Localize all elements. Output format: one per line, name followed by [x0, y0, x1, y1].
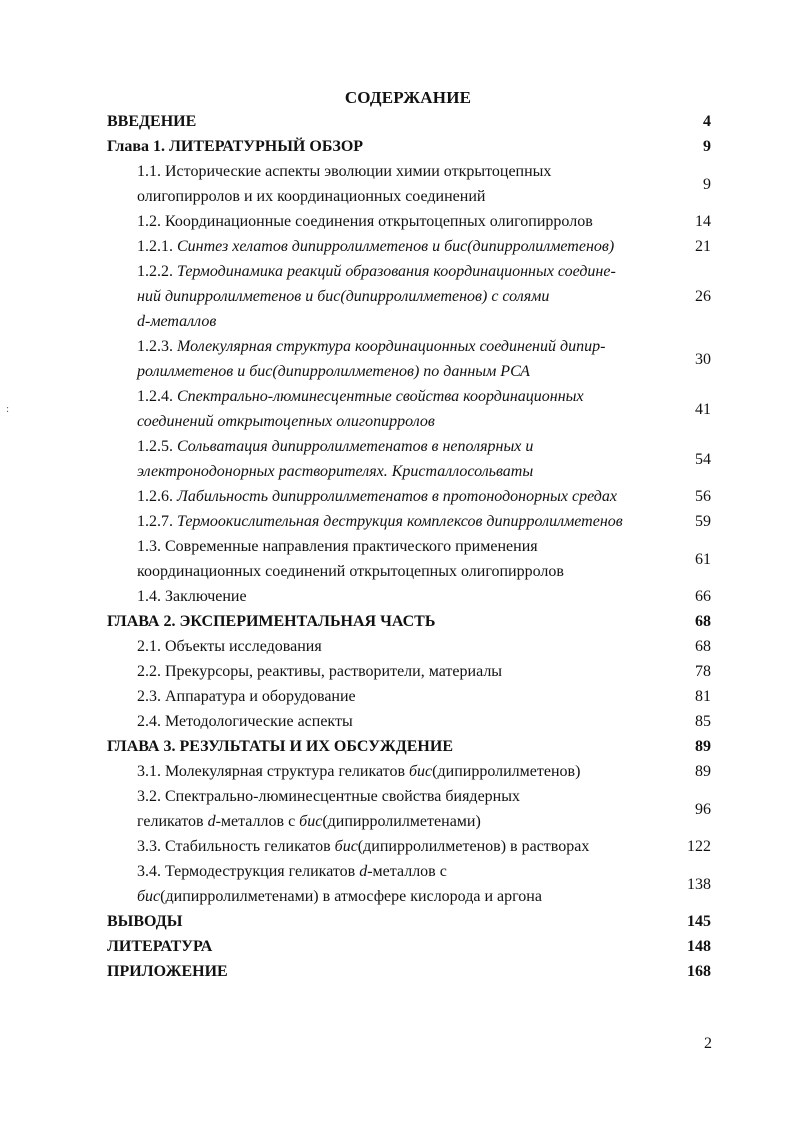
toc-entry-line: Современные направления практического применения [165, 538, 538, 555]
toc-entry-line: координационных соединений открытоцепных олигопирролов [137, 563, 564, 580]
toc-entry-text: Аппаратура и оборудование [165, 688, 356, 705]
toc-entry-page: 89 [695, 763, 711, 780]
table-of-contents [107, 109, 711, 984]
toc-entry-page: 59 [695, 513, 711, 530]
toc-entry-line: Молекулярная структура координационных соединений дипир- [177, 338, 606, 355]
toc-entry-1-2[interactable] [107, 209, 711, 234]
toc-entry-references[interactable] [107, 934, 711, 959]
toc-entry-line: Исторические аспекты эволюции химии открытоцепных [165, 163, 552, 180]
toc-entry-1-2-3[interactable] [107, 334, 711, 384]
toc-entry-number: 1.3. [137, 538, 161, 555]
toc-entry-line: Термодинамика реакций образования координационных соедине- [177, 263, 616, 280]
toc-entry-text: Заключение [165, 588, 247, 605]
toc-entry-text: Лабильность дипирролилметенатов в протонодонорных средах [177, 488, 617, 505]
toc-entry-appendix[interactable] [107, 959, 711, 984]
toc-entry-number: 2.4. [137, 713, 161, 730]
toc-entry-line: Сольватация дипирролилметенатов в неполярных и [177, 438, 534, 455]
toc-entry-1-2-6[interactable] [107, 484, 711, 509]
toc-entry-page: 78 [695, 663, 711, 680]
toc-title: СОДЕРЖАНИЕ [344, 88, 472, 107]
toc-entry-chapter-2[interactable] [107, 609, 711, 634]
toc-entry-1-2-1[interactable] [107, 234, 711, 259]
toc-entry-text: Термоокислительная деструкция комплексов дипирролилметенов [177, 513, 623, 530]
toc-entry-page: 148 [687, 938, 711, 955]
toc-entry-1-1[interactable] [107, 159, 711, 209]
toc-entry-line: d-металлов [137, 313, 217, 330]
toc-entry-introduction[interactable] [107, 109, 711, 134]
toc-entry-page: 61 [695, 550, 711, 568]
page-number: 2 [704, 1035, 712, 1052]
toc-entry-1-3[interactable] [107, 534, 711, 584]
toc-entry-3-2[interactable]: 3.2. Спектрально-люминесцентные свойства биядерных геликатов d-металлов с бис(дипирролилметенами) 96 [137, 788, 711, 830]
toc-entry-page: 81 [695, 688, 711, 705]
toc-entry-number: 2.2. [137, 663, 161, 680]
toc-entry-number: 3.1. [137, 763, 161, 780]
toc-entry-number: 1.2.1. [137, 238, 173, 255]
toc-entry-number: 1.2.3. [137, 338, 173, 355]
toc-entry-number: 1.4. [137, 588, 161, 605]
toc-entry-text: ГЛАВА 2. ЭКСПЕРИМЕНТАЛЬНАЯ ЧАСТЬ [107, 613, 436, 630]
toc-entry-number: 1.2.7. [137, 513, 173, 530]
toc-entry-page: 9 [703, 138, 711, 155]
toc-entry-1-2-7[interactable] [107, 509, 711, 534]
toc-entry-page: 26 [695, 288, 711, 305]
toc-entry-number: 1.1. [137, 163, 161, 180]
toc-entry-page: 9 [703, 175, 711, 193]
toc-entry-page: 54 [695, 450, 711, 468]
toc-entry-number: 1.2.2. [137, 263, 173, 280]
toc-entry-1-4[interactable] [107, 584, 711, 609]
toc-entry-text: Объекты исследования [165, 638, 322, 655]
toc-entry-number: 2.3. [137, 688, 161, 705]
toc-entry-number: 1.2.4. [137, 388, 173, 405]
toc-entry-line: электронодонорных растворителях. Кристаллосольваты [137, 463, 534, 480]
toc-entry-page: 66 [695, 588, 711, 605]
toc-entry-text: ВЫВОДЫ [107, 913, 183, 930]
toc-entry-page: 14 [695, 213, 711, 230]
toc-entry-number: 2.1. [137, 638, 161, 655]
toc-entry-page: 145 [687, 913, 711, 930]
toc-entry-number: 1.2.5. [137, 438, 173, 455]
toc-entry-line: ний дипирролилметенов и бис(дипирролилметенов) с солями [137, 288, 550, 305]
toc-entry-page: 56 [695, 488, 711, 505]
toc-entry-text: Прекурсоры, реактивы, растворители, материалы [165, 663, 503, 680]
toc-entry-number: 3.2. [137, 788, 161, 805]
toc-entry-text: ЛИТЕРАТУРА [107, 938, 213, 955]
toc-entry-3-1[interactable]: 3.1. Молекулярная структура геликатов бис(дипирролилметенов) 89 [107, 759, 711, 784]
toc-entry-2-1[interactable] [107, 634, 711, 659]
toc-entry-number: 1.2. [137, 213, 161, 230]
toc-entry-3-4[interactable]: 3.4. Термодеструкция геликатов d-металлов с бис(дипирролилметенами) в атмосфере кислорода и аргона 138 [137, 863, 711, 905]
toc-entry-page: 138 [687, 875, 711, 893]
toc-entry-page: 30 [695, 350, 711, 368]
toc-entry-page: 21 [695, 238, 711, 255]
toc-entry-page: 122 [687, 838, 711, 855]
toc-entry-3-3[interactable]: 3.3. Стабильность геликатов бис(дипирролилметенов) в растворах 122 [107, 834, 711, 859]
toc-entry-1-2-5[interactable] [107, 434, 711, 484]
toc-entry-2-3[interactable] [107, 684, 711, 709]
toc-entry-2-2[interactable] [107, 659, 711, 684]
toc-entry-page: 96 [695, 800, 711, 818]
toc-entry-text: Синтез хелатов дипирролилметенов и бис(дипирролилметенов) [177, 238, 615, 255]
toc-entry-line: Спектрально-люминесцентные свойства координационных [177, 388, 584, 405]
toc-entry-page: 68 [695, 638, 711, 655]
toc-entry-1-2-2[interactable] [107, 259, 711, 334]
toc-entry-page: 4 [703, 113, 711, 130]
margin-mark: : [6, 403, 10, 415]
toc-entry-2-4[interactable] [107, 709, 711, 734]
toc-entry-page: 168 [687, 963, 711, 980]
toc-entry-text: ПРИЛОЖЕНИЕ [107, 963, 228, 980]
toc-entry-chapter-3[interactable] [107, 734, 711, 759]
toc-entry-page: 89 [695, 738, 711, 755]
toc-entry-text: Методологические аспекты [165, 713, 353, 730]
toc-entry-page: 68 [695, 613, 711, 630]
toc-entry-page: 41 [695, 400, 711, 418]
toc-entry-1-2-4[interactable] [107, 384, 711, 434]
toc-entry-page: 85 [695, 713, 711, 730]
toc-entry-conclusions[interactable] [107, 909, 711, 934]
toc-entry-number: 1.2.6. [137, 488, 173, 505]
toc-entry-text: Координационные соединения открытоцепных олигопирролов [165, 213, 593, 230]
toc-entry-line: олигопирролов и их координационных соединений [137, 188, 486, 205]
toc-entry-text: Глава 1. ЛИТЕРАТУРНЫЙ ОБЗОР [107, 138, 364, 155]
toc-entry-text: ВВЕДЕНИЕ [107, 113, 197, 130]
toc-entry-number: 3.4. [137, 863, 161, 880]
toc-entry-line: ролилметенов и бис(дипирролилметенов) по данным РСА [137, 363, 530, 380]
toc-entry-number: 3.3. [137, 838, 161, 855]
toc-entry-text: ГЛАВА 3. РЕЗУЛЬТАТЫ И ИХ ОБСУЖДЕНИЕ [107, 738, 453, 755]
toc-entry-line: соединений открытоцепных олигопирролов [137, 413, 435, 430]
toc-entry-chapter-1[interactable] [107, 134, 711, 159]
